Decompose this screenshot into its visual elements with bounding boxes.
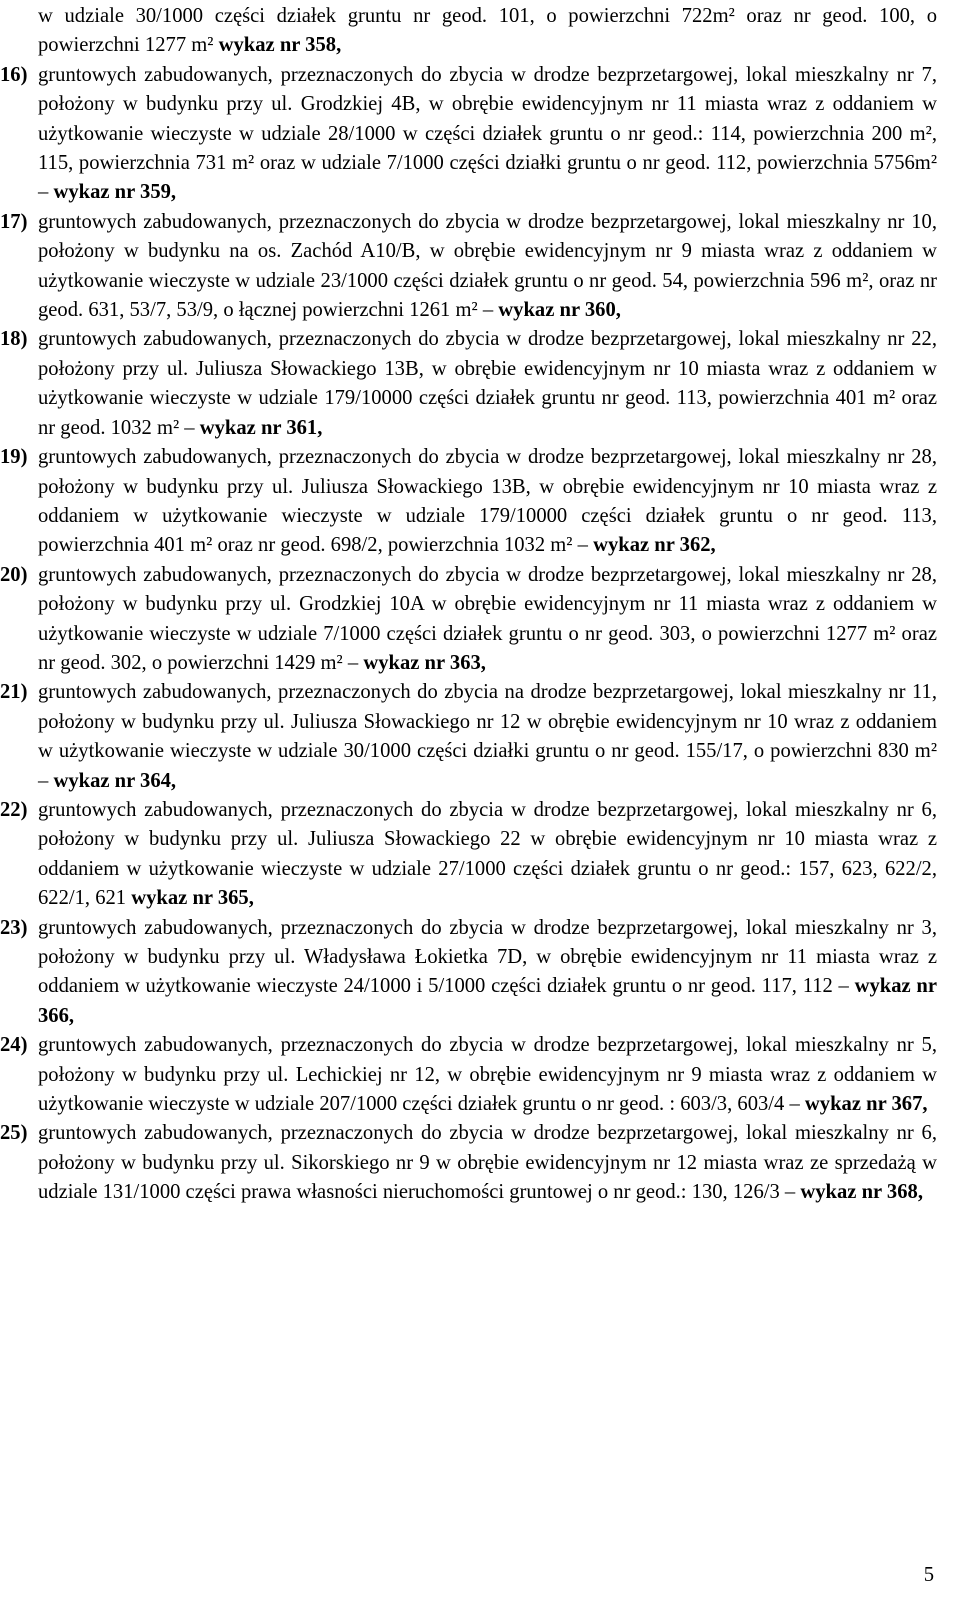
- item-text: [38, 561, 937, 679]
- item-wykaz: wykaz nr 365,: [131, 887, 254, 910]
- item-number: 23): [0, 916, 28, 939]
- list-item: [0, 561, 937, 679]
- item-number: 19): [0, 446, 28, 469]
- item-body-text: gruntowych zabudowanych, przeznaczonych do zbycia w drodze bezprzetargowej, lokal mieszkalny nr 3, położony w budynku przy ul. Władysława Łokietka 7D, w obrębie ewidencyjnym nr 11 miasta wraz z oddaniem w użytkowanie wieczyste 24/1000 i 5/1000 części działek gruntu o nr geod. 117, 112 –: [38, 916, 937, 998]
- item-number: 16): [0, 63, 28, 86]
- item-number: 24): [0, 1034, 28, 1057]
- item-text: [38, 443, 937, 561]
- intro-wykaz: wykaz nr 358,: [218, 34, 342, 57]
- list-item: [0, 1031, 937, 1119]
- item-text: [38, 1031, 937, 1119]
- page-number: 5: [923, 1564, 934, 1586]
- item-text: [38, 914, 937, 1032]
- list-item: [0, 796, 937, 914]
- list-item: [0, 325, 937, 443]
- item-body-text: gruntowych zabudowanych, przeznaczonych do zbycia w drodze bezprzetargowej, lokal mieszkalny nr 10, położony w budynku na os. Zachód A10/B, w obrębie ewidencyjnym nr 9 miasta wraz z oddaniem w użytkowanie wieczyste w udziale 23/1000 części działek gruntu o nr geod. 54, powierzchnia 596 m², oraz nr geod. 631, 53/7, 53/9, o łącznej powierzchni 1261 m² –: [38, 210, 937, 322]
- item-number: 25): [0, 1122, 28, 1145]
- item-wykaz: wykaz nr 364,: [53, 769, 177, 792]
- item-body-text: gruntowych zabudowanych, przeznaczonych do zbycia w drodze bezprzetargowej, lokal mieszkalny nr 6, położony w budynku przy ul. Juliusza Słowackiego 22 w obrębie ewidencyjnym nr 10 miasta wraz z oddaniem w użytkowanie wieczyste w udziale 27/1000 części działek gruntu o nr geod.: 157, 623, 622/2, 622/1, 621: [38, 798, 937, 910]
- item-body-text: gruntowych zabudowanych, przeznaczonych do zbycia w drodze bezprzetargowej, lokal mieszkalny nr 7, położony w budynku przy ul. Grodzkiej 4B, w obrębie ewidencyjnym nr 11 miasta wraz z oddaniem w użytkowanie wieczyste w udziale 28/1000 w części działek gruntu o nr geod.: 114, powierzchnia 200 m², 115, powierzchnia 731 m² oraz w udziale 7/1000 części działki gruntu o nr geod. 112, powierzchnia 5756m² –: [38, 63, 937, 204]
- list-item: [0, 443, 937, 561]
- item-text: [38, 208, 937, 326]
- list-item: [0, 61, 937, 208]
- item-wykaz: wykaz nr 361,: [199, 416, 323, 439]
- list-item: [0, 678, 937, 796]
- item-text: [38, 1119, 937, 1207]
- item-body-text: gruntowych zabudowanych, przeznaczonych do zbycia w drodze bezprzetargowej, lokal mieszkalny nr 28, położony w budynku przy ul. Grodzkiej 10A w obrębie ewidencyjnym nr 11 miasta wraz z oddaniem w użytkowanie wieczyste w udziale 7/1000 części działek gruntu o nr geod. 303, o powierzchni 1277 m² oraz nr geod. 302, o powierzchni 1429 m² –: [38, 563, 937, 674]
- item-text: [38, 678, 937, 796]
- item-number: 22): [0, 798, 28, 821]
- item-wykaz: wykaz nr 367,: [804, 1093, 928, 1116]
- document-body: [0, 2, 937, 1208]
- item-wykaz: wykaz nr 363,: [363, 651, 486, 674]
- intro-text: w udziale 30/1000 części działek gruntu nr geod. 101, o powierzchni 722m² oraz nr geod. 100, o powierzchni 1277 m²: [38, 5, 937, 57]
- item-number: 20): [0, 563, 28, 586]
- item-number: 18): [0, 328, 28, 351]
- item-body-text: gruntowych zabudowanych, przeznaczonych do zbycia w drodze bezprzetargowej, lokal mieszkalny nr 5, położony w budynku przy ul. Lechickiej nr 12, w obrębie ewidencyjnym nr 9 miasta wraz z oddaniem w użytkowanie wieczyste w udziale 207/1000 części działek gruntu o nr geod. : 603/3, 603/4 –: [38, 1034, 937, 1116]
- item-number: 17): [0, 210, 28, 233]
- item-wykaz: wykaz nr 362,: [593, 534, 716, 557]
- item-wykaz: wykaz nr 366,: [38, 975, 937, 1027]
- item-wykaz: wykaz nr 368,: [800, 1181, 923, 1204]
- item-text: [38, 796, 937, 914]
- item-wykaz: wykaz nr 359,: [53, 181, 177, 204]
- item-body-text: gruntowych zabudowanych, przeznaczonych do zbycia w drodze bezprzetargowej, lokal mieszkalny nr 6, położony w budynku przy ul. Sikorskiego nr 9 w obrębie ewidencyjnym nr 12 miasta wraz ze sprzedażą w udziale 131/1000 części prawa własności nieruchomości gruntowej o nr geod.: 130, 126/3 –: [38, 1122, 937, 1204]
- intro-paragraph: [38, 2, 937, 61]
- list-item: [0, 208, 937, 326]
- item-body-text: gruntowych zabudowanych, przeznaczonych do zbycia w drodze bezprzetargowej, lokal mieszkalny nr 28, położony w budynku przy ul. Juliusza Słowackiego 13B, w obrębie ewidencyjnym nr 10 miasta wraz z oddaniem w użytkowanie wieczyste w udziale 179/10000 części działek gruntu o nr geod. 113, powierzchnia 401 m² oraz nr geod. 698/2, powierzchnia 1032 m² –: [38, 446, 937, 557]
- item-body-text: gruntowych zabudowanych, przeznaczonych do zbycia na drodze bezprzetargowej, lokal mieszkalny nr 11, położony w budynku przy ul. Juliusza Słowackiego nr 12 w obrębie ewidencyjnym nr 10 wraz z oddaniem w użytkowanie wieczyste w udziale 30/1000 części działki gruntu o nr geod. 155/17, o powierzchni 830 m² –: [38, 681, 937, 792]
- item-number: 21): [0, 681, 28, 704]
- list-item: [0, 1119, 937, 1207]
- list-item: [0, 914, 937, 1032]
- item-text: [38, 61, 937, 208]
- item-wykaz: wykaz nr 360,: [498, 299, 621, 322]
- item-body-text: gruntowych zabudowanych, przeznaczonych do zbycia w drodze bezprzetargowej, lokal mieszkalny nr 22, położony przy ul. Juliusza Słowackiego 13B, w obrębie ewidencyjnym nr 10 miasta wraz z oddaniem w użytkowanie wieczyste w udziale 179/10000 części działek gruntu nr geod. 113, powierzchnia 401 m² oraz nr geod. 1032 m² –: [38, 328, 937, 439]
- item-text: [38, 325, 937, 443]
